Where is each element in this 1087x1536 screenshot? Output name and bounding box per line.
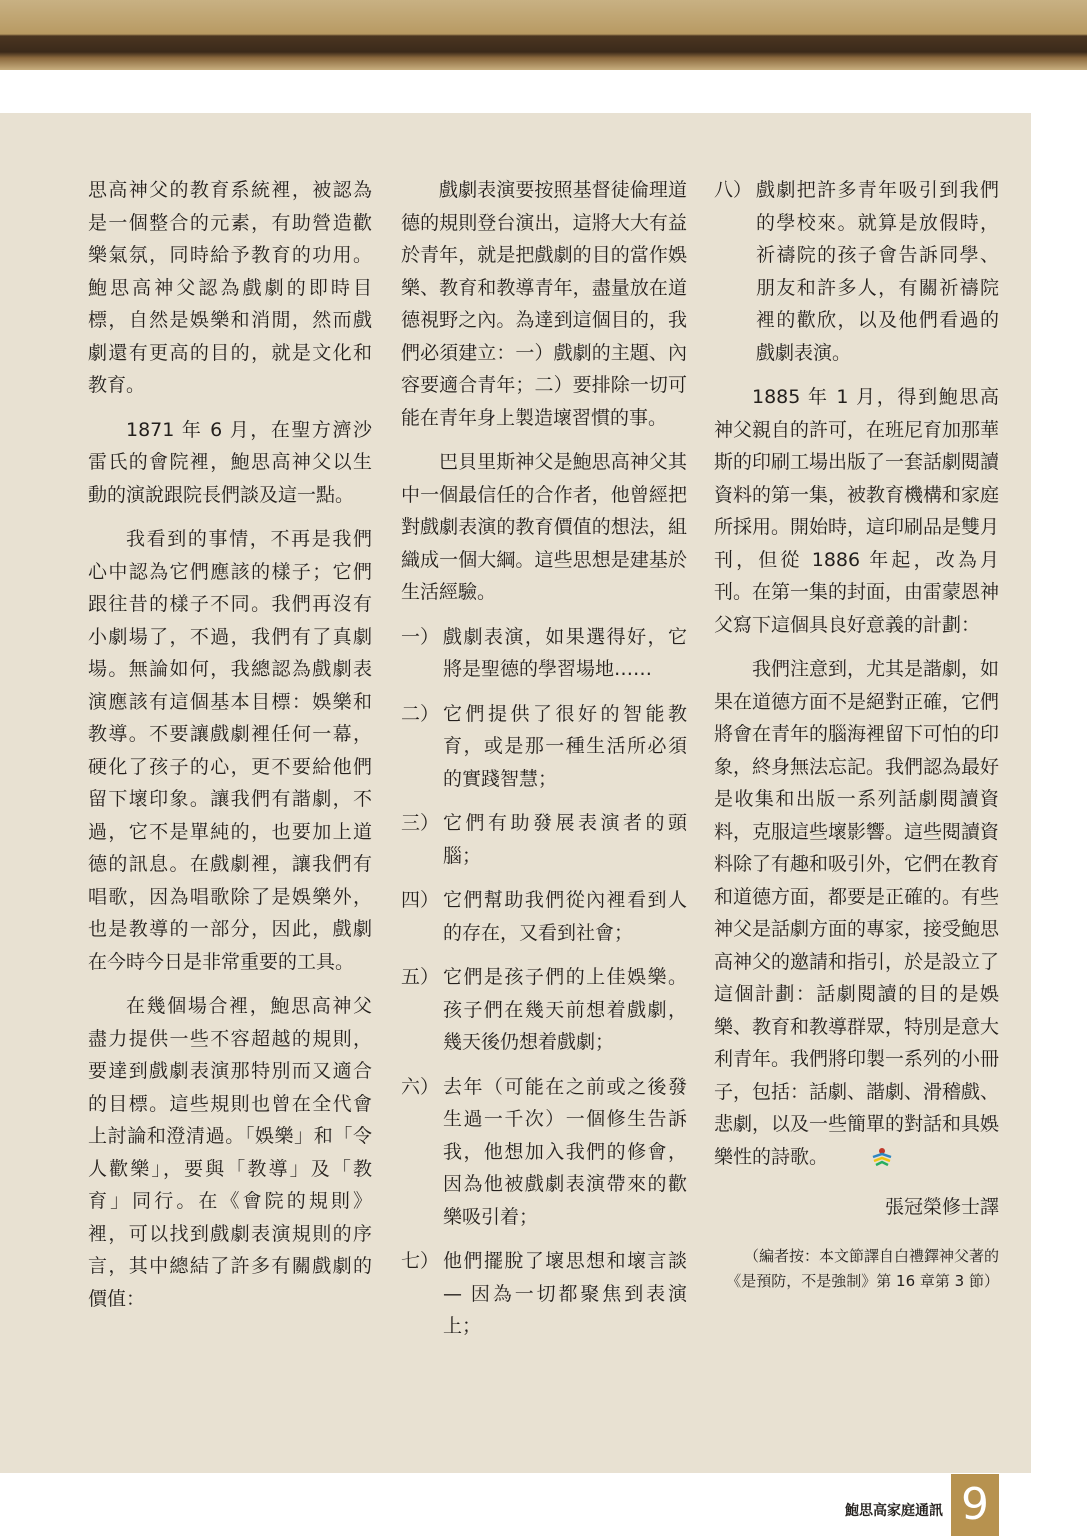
editor-note-line: 《是預防，不是強制》第 16 章第 3 節） <box>726 1271 999 1290</box>
list-item <box>714 174 999 369</box>
article-column-1 <box>88 174 372 1327</box>
paragraph: 巴貝里斯神父是鮑思高神父其中一個最信任的合作者，他曾經把對戲劇表演的教育價值的想法，組織成一個大綱。這些思想是建基於生活經驗。 <box>401 451 687 603</box>
list-item-number: 七） <box>401 1250 440 1272</box>
list-item-text: 它們提供了很好的智能教育，或是那一種生活所必須的實踐智慧； <box>443 702 687 790</box>
list-item-text: 它們有助發展表演者的頭腦； <box>443 812 687 867</box>
paragraph: 1871 年 6 月，在聖方濟沙雷氏的會院裡，鮑思高神父以生動的演說跟院長們談及這一點。 <box>88 418 372 506</box>
list-item <box>401 884 687 949</box>
list-item-number: 二） <box>401 702 440 725</box>
list-item-number: 四） <box>401 889 440 911</box>
translator-credit: 張冠榮修士譯 <box>884 1196 999 1218</box>
list-item <box>401 807 687 872</box>
list-item-text: 去年（可能在之前或之後發生過一千次）一個修生告訴我，他想加入我們的修會，因為他被戲劇表演帶來的歡樂吸引着； <box>443 1075 687 1228</box>
list-item <box>401 1071 687 1234</box>
header-decorative-band <box>0 0 1087 70</box>
paragraph: 1885 年 1 月，得到鮑思高神父親自的許可，在班尼育加那華斯的印刷工場出版了一套話劇閱讀資料的第一集，被教育機構和家庭所採用。開始時，這印刷品是雙月刊，但從 1886 年起，改為月刊。在第一集的封面，由雷蒙恩神父寫下這個具良好意義的計劃： <box>714 386 1000 636</box>
quote-text: 我們注意到，尤其是諧劇，如果在道德方面不是絕對正確，它們將會在青年的腦海裡留下可怕的印象，終身無法忘記。我們認為最好是收集和出版一系列話劇閱讀資料，克服這些壞影響。這些閱讀資料除了有趣和吸引外，它們在教育和道德方面，都要是正確的。有些神父是話劇方面的專家，接受鮑思高神父的邀請和指引，於是設立了這個計劃：話劇閱讀的目的是娛樂、教育和教導群眾，特別是意大利青年。我們將印製一系列的小冊子，包括：話劇、諧劇、滑稽戲、悲劇，以及一些簡單的對話和具娛樂性的詩歌。 <box>714 658 1000 1168</box>
list-item-text: 它們是孩子們的上佳娛樂。孩子們在幾天前想着戲劇，幾天後仍想着戲劇； <box>443 966 687 1053</box>
list-item-text: 它們幫助我們從內裡看到人的存在，又看到社會； <box>443 889 687 944</box>
list-item-number: 八） <box>714 179 753 201</box>
editor-note <box>714 1244 999 1294</box>
list-item <box>401 1245 687 1343</box>
list-item <box>401 961 687 1059</box>
quote-paragraph: 我看到的事情，不再是我們心中認為它們應該的樣子；它們跟往昔的樣子不同。我們再沒有小劇場了，不過，我們有了真劇場。無論如何，我總認為戲劇表演應該有這個基本目標：娛樂和教導。不要讓戲劇裡任何一幕，硬化了孩子的心，更不要給他們留下壞印象。讓我們有諧劇，不過，它不是單純的，也要加上道德的訊息。在戲劇裡，讓我們有唱歌，因為唱歌除了是娛樂外，也是教導的一部分，因此，戲劇在今時今日是非常重要的工具。 <box>88 528 372 973</box>
quote-paragraph <box>714 653 999 1177</box>
publication-title: 鮑思高家庭通訊 <box>845 1503 943 1519</box>
list-item <box>401 698 687 796</box>
list-item-number: 五） <box>401 966 440 988</box>
article-column-2 <box>401 174 687 1355</box>
list-item-number: 一） <box>401 625 440 648</box>
quote-paragraph: 戲劇表演要按照基督徒倫理道德的規則登台演出，這將大大有益於青年，就是把戲劇的目的當作娛樂、教育和教導青年，盡量放在道德視野之內。為達到這個目的，我們必須建立：一）戲劇的主題、內容要適合青年；二）要排除一切可能在青年身上製造壞習慣的事。 <box>401 179 687 429</box>
list-item-text: 戲劇把許多青年吸引到我們的學校來。就算是放假時，祈禱院的孩子會告訴同學、朋友和許多人，有關祈禱院裡的歡欣，以及他們看過的戲劇表演。 <box>756 179 999 364</box>
paragraph: 在幾個場合裡，鮑思高神父盡力提供一些不容超越的規則，要達到戲劇表演那特別而又適合的目標。這些規則也曾在全代會上討論和澄清過。「娛樂」和「令人歡樂」，要與「教導」及「教育」同行。在《會院的規則》裡，可以找到戲劇表演規則的序言，其中總結了許多有關戲劇的價值： <box>88 995 372 1310</box>
list-item-text: 戲劇表演，如果選得好，它將是聖德的學習場地…… <box>443 625 687 680</box>
list-item-number: 六） <box>401 1075 440 1098</box>
page-number: 9 <box>951 1474 999 1536</box>
list-item-number: 三） <box>401 812 440 834</box>
editor-note-line: （編者按：本文節譯自白禮鐸神父著的 <box>743 1246 999 1265</box>
paragraph: 思高神父的教育系統裡，被認為是一個整合的元素，有助營造歡樂氣氛，同時給予教育的功用。鮑思高神父認為戲劇的即時目標，自然是娛樂和消閒，然而戲劇還有更高的目的，就是文化和教育。 <box>88 179 372 396</box>
end-mark-icon <box>832 1145 894 1178</box>
list-item <box>401 621 687 686</box>
list-item-text: 他們擺脫了壞思想和壞言談 — 因為一切都聚焦到表演上； <box>443 1250 687 1337</box>
article-column-3 <box>714 174 999 1294</box>
